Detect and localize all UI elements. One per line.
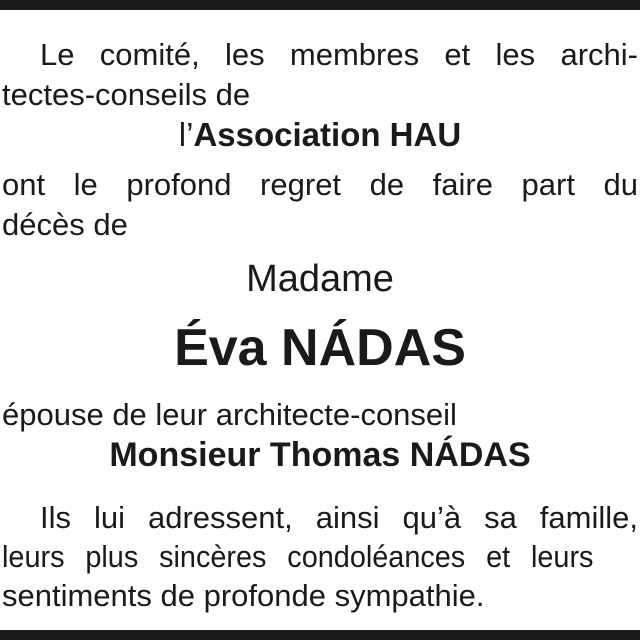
deceased-title: Madame [246,258,394,300]
relation-line: épouse de leur architecte-conseil [2,397,457,432]
association-name: Association HAU [193,116,462,153]
spouse-name: Monsieur Thomas NÁDAS [109,436,531,474]
deceased-name: Éva NÁDAS [174,319,466,377]
closing-line-3: sentiments de profonde sympathie. [2,578,485,613]
bottom-border-rule [0,630,640,640]
top-border-rule [0,0,640,10]
regret-line-2: décès de [2,207,128,242]
association-prefix: l’ [178,116,194,153]
closing-line-1: Ils lui adressent, ainsi qu’à sa famille, [40,500,638,535]
regret-line-1: ont le profond regret de faire part du [2,167,638,202]
intro-line-2: tectes-conseils de [2,77,251,112]
intro-line-1: Le comité, les membres et les archi- [40,37,638,72]
closing-line-2: leurs plus sincères condoléances et leurs [2,539,594,574]
association-line [0,116,640,154]
